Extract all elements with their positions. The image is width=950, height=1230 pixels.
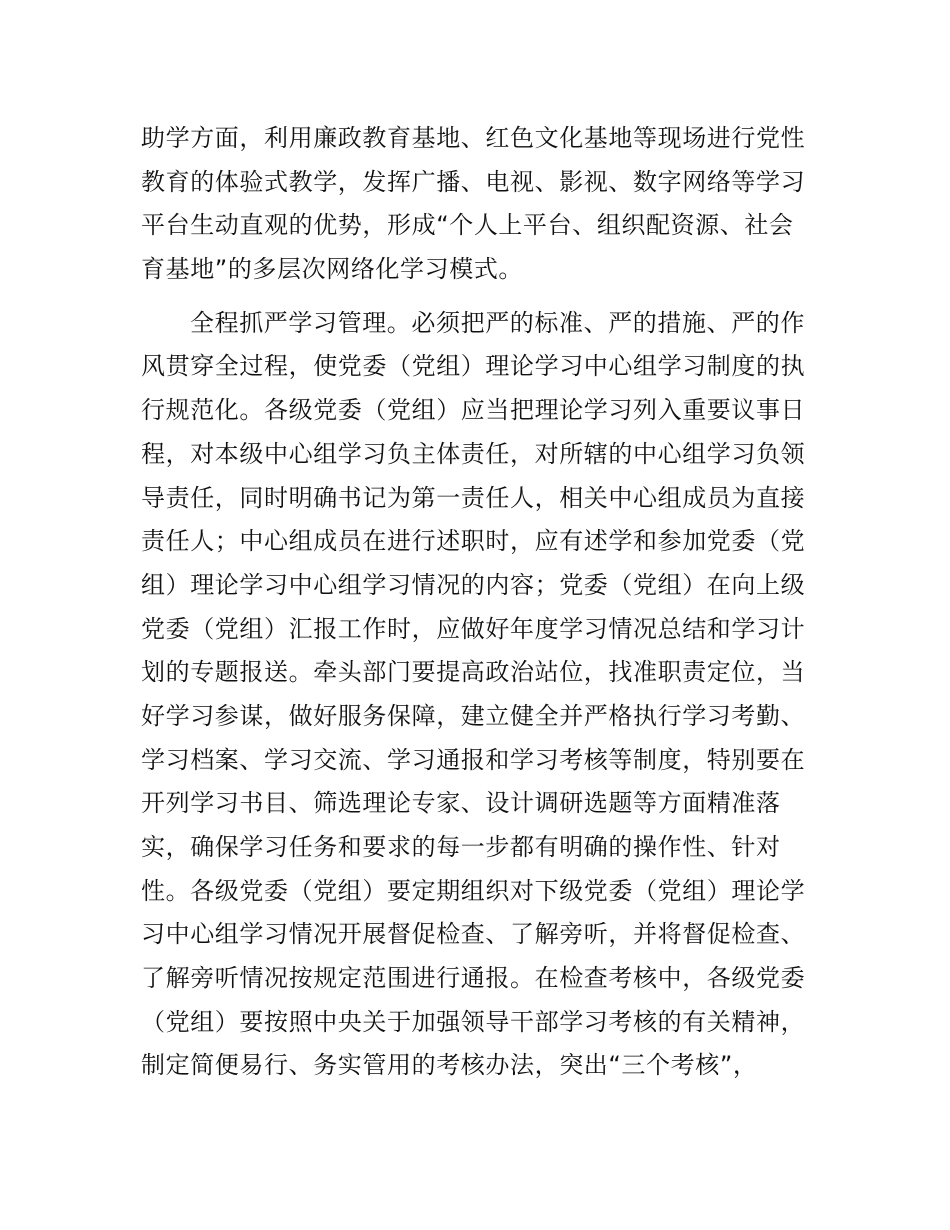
- paragraph-line: 组）理论学习中心组学习情况的内容；党委（党组）在向上级: [141, 570, 806, 599]
- paragraph-line: 育基地”的多层次网络化学习模式。: [141, 255, 524, 284]
- paragraph-line: 导责任，同时明确书记为第一责任人，相关中心组成员为直接: [141, 483, 806, 512]
- paragraph-line: 好学习参谋，做好服务保障，建立健全并严格执行学习考勤、: [141, 701, 806, 730]
- paragraph-gap: [141, 292, 821, 302]
- paragraph-line: 程，对本级中心组学习负主体责任，对所辖的中心组学习负领: [141, 439, 806, 468]
- paragraph-2: [141, 302, 821, 1088]
- paragraph-line: 平台生动直观的优势，形成“个人上平台、组织配资源、社会: [141, 211, 794, 240]
- paragraph-line: 开列学习书目、筛选理论专家、设计调研选题等方面精准落: [141, 789, 781, 818]
- paragraph-line: 风贯穿全过程，使党委（党组）理论学习中心组学习制度的执: [141, 352, 806, 381]
- paragraph-line: （党组）要按照中央关于加强领导干部学习考核的有关精神，: [141, 1007, 806, 1036]
- paragraph-line: 了解旁听情况按规定范围进行通报。在检查考核中，各级党委: [141, 964, 806, 993]
- paragraph-line: 责任人；中心组成员在进行述职时，应有述学和参加党委（党: [141, 527, 806, 556]
- paragraph-line: 全程抓严学习管理。必须把严的标准、严的措施、严的作: [190, 308, 805, 337]
- paragraph-line: 教育的体验式教学，发挥广播、电视、影视、数字网络等学习: [141, 167, 806, 196]
- paragraph-line: 学习档案、学习交流、学习通报和学习考核等制度，特别要在: [141, 745, 806, 774]
- paragraph-line: 党委（党组）汇报工作时，应做好年度学习情况总结和学习计: [141, 614, 806, 643]
- paragraph-line: 制定简便易行、务实管用的考核办法，突出“三个考核”，: [141, 1051, 758, 1080]
- paragraph-line: 行规范化。各级党委（党组）应当把理论学习列入重要议事日: [141, 396, 806, 425]
- paragraph-line: 性。各级党委（党组）要定期组织对下级党委（党组）理论学: [141, 876, 806, 905]
- paragraph-line: 习中心组学习情况开展督促检查、了解旁听，并将督促检查、: [141, 920, 806, 949]
- paragraph-line: 划的专题报送。牵头部门要提高政治站位，找准职责定位，当: [141, 658, 806, 687]
- paragraph-line: 助学方面，利用廉政教育基地、红色文化基地等现场进行党性: [141, 124, 806, 152]
- document-body: [141, 117, 821, 1088]
- paragraph-1: [141, 117, 821, 292]
- paragraph-line: 实，确保学习任务和要求的每一步都有明确的操作性、针对: [141, 833, 781, 861]
